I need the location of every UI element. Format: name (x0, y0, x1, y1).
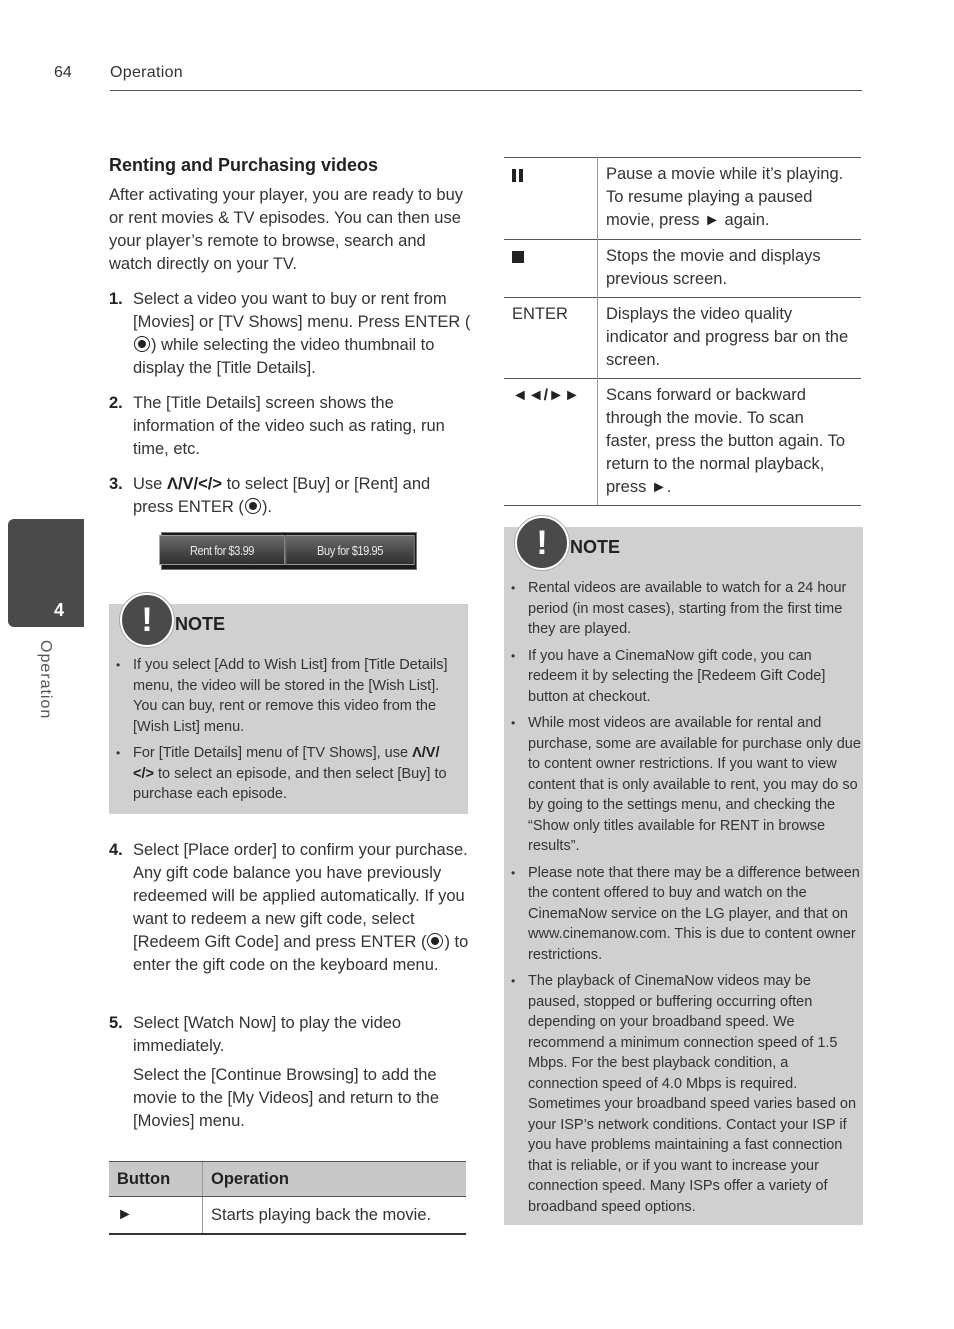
step-text: The [Title Details] screen shows the information of the video such as rating, run time, etc. (133, 394, 445, 458)
note-text: For [Title Details] menu of [TV Shows], use (133, 745, 413, 761)
step-2 (109, 392, 471, 461)
note-item: • Please note that there may be a difference between the content offered to buy and watch on the CinemaNow service on the LG player, and that on www.cinemanow.com. This is due to content owner restrictions. (509, 863, 861, 966)
chapter-label: Operation (37, 640, 54, 720)
operation-cell (598, 379, 862, 506)
note-box (504, 524, 863, 1225)
button-operation-table (504, 157, 861, 506)
operation-cell (598, 158, 862, 240)
note-list (114, 655, 464, 811)
step-text: to select [Buy] or [Rent] and press ENTER ( (133, 475, 431, 516)
note-box (109, 601, 468, 814)
step-text: Select [Place order] to confirm your purchase. Any gift code balance you have previously redeemed will be applied automatically. If you want to redeem a new gift code, select [Redeem Gift Code] and press ENTER ( (133, 841, 468, 951)
note-item: • The playback of CinemaNow videos may be paused, stopped or buffering occurring often depending on your broadband speed. We recommend a minimum connection speed of 1.5 Mbps. For the best playback condition, a connection speed of 4.0 Mbps is required. Sometimes your broadband speed varies based on your ISP’s network conditions. Contact your ISP if you have problems maintaining a fast connection that is reliable, or if you want to increase your connection speed. Many ISPs offer a variety of broadband speed options. (509, 971, 861, 1217)
buy-button-image: Buy for $19.95 (285, 535, 414, 565)
table-row (504, 298, 861, 379)
note-item: • If you select [Add to Wish List] from [Title Details] menu, the video will be stored in the [Wish List]. You can buy, rent or remove this video from the [Wish List] menu. (114, 655, 464, 737)
step-extra-text: Select the [Continue Browsing] to add the movie to the [My Videos] and return to the [Movies] menu. (133, 1066, 440, 1130)
step-number: 1. (109, 290, 123, 308)
step-number: 2. (109, 394, 123, 412)
step-number: 4. (109, 841, 123, 859)
operation-cell: Starts playing back the movie. (203, 1197, 467, 1235)
table-row (504, 158, 861, 240)
section-title: Operation (110, 64, 183, 81)
note-item: • While most videos are available for rental and purchase, some are available for purchase only due to content owner restrictions. If you want to view content that is only available to rent, you may do so by going to the settings menu, and checking the “Show only titles available for RENT in browse results”. (509, 713, 861, 857)
table-row (109, 1197, 466, 1235)
enter-button-icon (134, 336, 150, 352)
table-header-row (109, 1162, 466, 1197)
step-number: 3. (109, 475, 123, 493)
button-cell: ENTER (504, 298, 598, 379)
step-1 (109, 288, 471, 380)
step-text: Select a video you want to buy or rent from [Movies] or [TV Shows] menu. Press ENTER ( (133, 290, 471, 331)
step-5 (109, 1012, 471, 1133)
exclamation-icon: ! (120, 593, 174, 647)
step-text: Select [Watch Now] to play the video immediately. (133, 1014, 402, 1055)
operation-text: again. (719, 211, 770, 229)
step-3 (109, 473, 471, 519)
page-number: 64 (54, 64, 72, 81)
enter-button-icon (245, 498, 261, 514)
operation-text: . (666, 478, 672, 496)
step-4 (109, 839, 471, 977)
button-cell (504, 240, 598, 298)
column-header: Button (109, 1162, 203, 1197)
note-item: • Rental videos are available to watch for a 24 hour period (in most cases), starting from the first time they are played. (509, 578, 861, 640)
button-cell (504, 158, 598, 240)
table-row (504, 379, 861, 506)
exclamation-icon: ! (515, 516, 569, 570)
play-icon: ► (650, 479, 667, 496)
operation-text: Scans forward or backward through the movie. To scan faster, press the button again. To return to the normal playback, press (606, 386, 846, 496)
chapter-number: 4 (54, 600, 65, 620)
rewind-forward-icon: ◄◄/►► (504, 379, 598, 506)
note-title: NOTE (175, 614, 226, 634)
column-header: Operation (203, 1162, 467, 1197)
enter-button-icon (427, 933, 443, 949)
arrow-keys-icon: Λ/V/</> (166, 475, 222, 493)
operation-cell: Stops the movie and displays previous screen. (598, 240, 862, 298)
section-heading: Renting and Purchasing videos (109, 155, 379, 175)
step-text: ). (261, 498, 273, 516)
step-text: Use (133, 475, 167, 493)
arrow-keys-icon: Λ/V/ </> (133, 745, 440, 782)
stop-icon (512, 251, 524, 263)
step-number: 5. (109, 1014, 123, 1032)
step-text: ) while selecting the video thumbnail to display the [Title Details]. (133, 336, 435, 377)
note-item (114, 743, 464, 805)
note-list (509, 578, 861, 1223)
note-item: • If you have a CinemaNow gift code, you can redeem it by selecting the [Redeem Gift Code] button at checkout. (509, 646, 861, 708)
playback-table (109, 1161, 466, 1235)
play-icon: ► (704, 212, 720, 229)
operation-cell: Displays the video quality indicator and progress bar on the screen. (598, 298, 862, 379)
rent-buy-screen-image (161, 532, 417, 570)
play-icon: ► (109, 1197, 203, 1235)
header-divider (110, 90, 862, 91)
operation-text: Pause a movie while it’s playing. To resume playing a paused movie, press (606, 165, 844, 229)
intro-paragraph: After activating your player, you are ready to buy or rent movies & TV episodes. You can then use your player’s remote to browse, search and watch directly on your TV. (109, 186, 464, 273)
note-title: NOTE (570, 537, 621, 557)
chapter-tab (8, 519, 84, 627)
table-row (504, 240, 861, 298)
step-text: ) to enter the gift code on the keyboard menu. (133, 933, 469, 974)
note-text: to select an episode, and then select [Buy] to purchase each episode. (133, 765, 447, 802)
rent-button-image: Rent for $3.99 (159, 535, 285, 565)
pause-icon (512, 168, 526, 186)
